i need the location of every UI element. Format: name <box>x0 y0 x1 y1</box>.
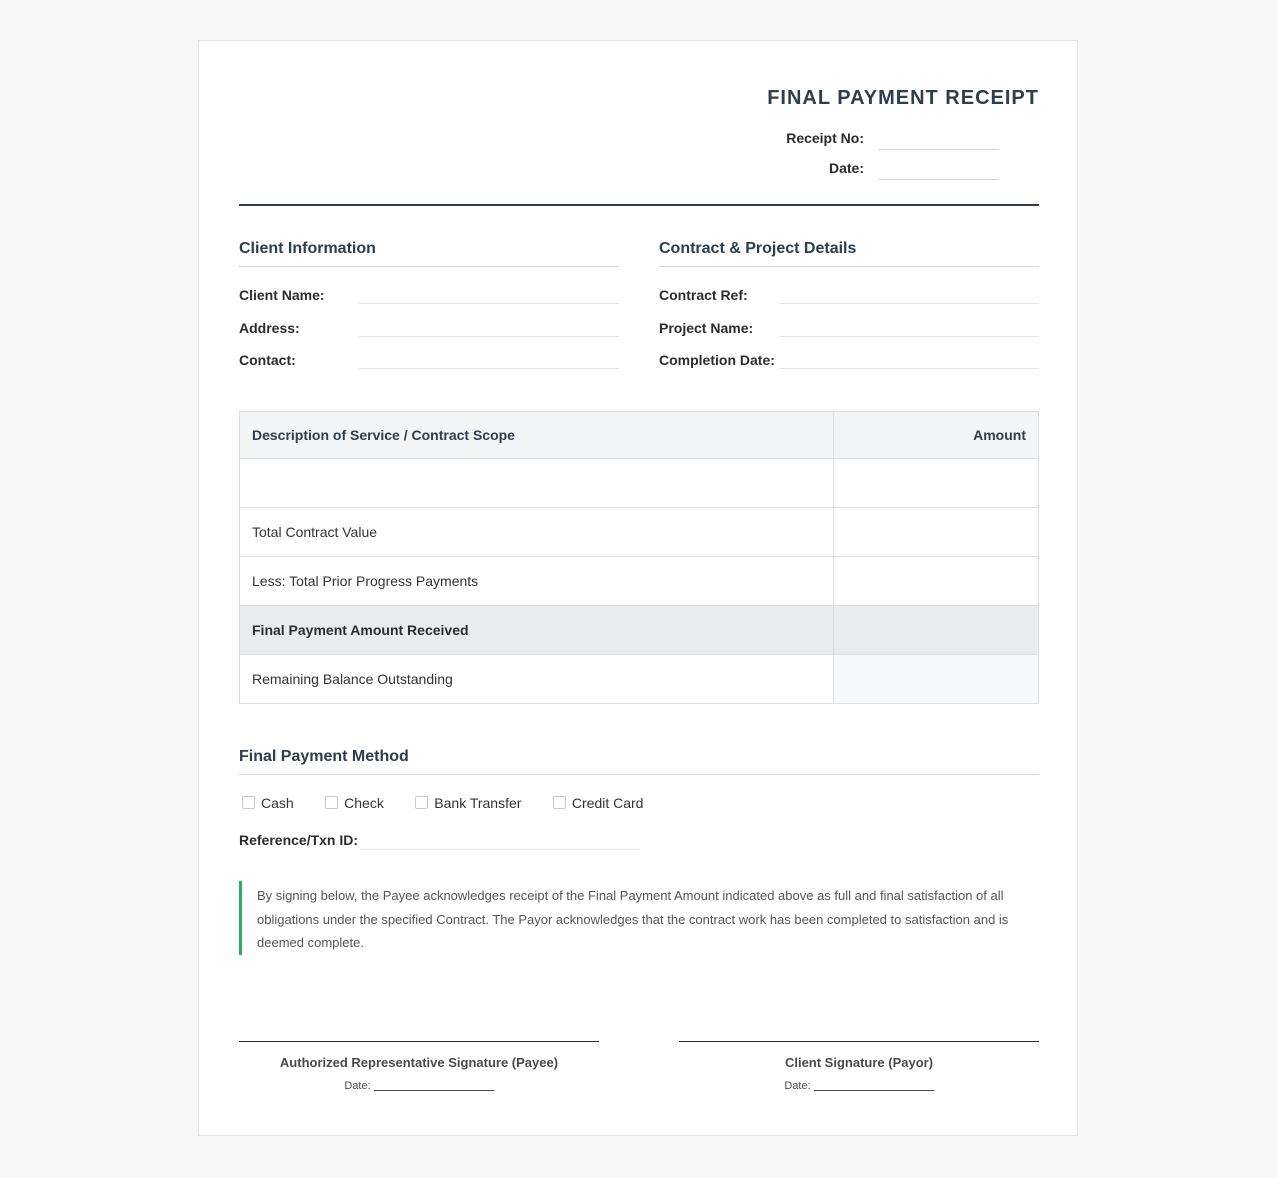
completion-date-field[interactable] <box>779 368 1039 369</box>
amount-cell[interactable] <box>834 508 1039 557</box>
description-cell: Less: Total Prior Progress Payments <box>240 557 834 606</box>
contact-field[interactable] <box>359 368 619 369</box>
payment-option-label: Check <box>344 795 384 811</box>
description-column-header: Description of Service / Contract Scope <box>240 412 834 459</box>
payee-signature-block <box>239 1041 599 1092</box>
description-cell: Final Payment Amount Received <box>240 606 834 655</box>
table-row-final-payment <box>240 606 1039 655</box>
contract-details-section <box>659 240 1039 368</box>
payee-date-field[interactable] <box>374 1090 494 1091</box>
address-row <box>239 300 619 336</box>
checkbox[interactable] <box>325 796 338 809</box>
address-label: Address: <box>239 319 300 336</box>
client-name-label: Client Name: <box>239 287 325 303</box>
receipt-no-field[interactable] <box>879 149 999 150</box>
description-cell: Total Contract Value <box>240 508 834 557</box>
payee-signature-line[interactable] <box>239 1041 599 1042</box>
payment-option-bank-transfer[interactable] <box>412 795 521 811</box>
payment-option-cash[interactable] <box>239 795 294 811</box>
payment-option-label: Bank Transfer <box>434 795 522 811</box>
contract-ref-row <box>659 267 1039 303</box>
payment-method-options <box>239 795 667 815</box>
payment-method-title: Final Payment Method <box>239 748 1039 775</box>
completion-date-label: Completion Date: <box>659 352 775 368</box>
project-name-label: Project Name: <box>659 319 754 336</box>
payment-option-label: Cash <box>261 795 294 811</box>
completion-date-row <box>659 332 1039 368</box>
reference-txn-label: Reference/Txn ID: <box>239 832 359 848</box>
acknowledgement-note: By signing below, the Payee acknowledges receipt of the Final Payment Amount indicated above as full and final satisfaction of all obligations under the specified Contract. The Payor acknowledges that the contract work has been completed to satisfaction and is deemed complete. <box>239 881 1039 955</box>
payment-option-credit-card[interactable] <box>550 795 644 811</box>
receipt-no-label: Receipt No: <box>786 130 864 146</box>
payment-option-check[interactable] <box>322 795 384 811</box>
payment-method-section <box>239 748 1039 775</box>
payee-date-label: Date: <box>344 1080 371 1092</box>
client-name-row <box>239 267 619 303</box>
receipt-no-row <box>699 128 999 150</box>
payee-signature-label: Authorized Representative Signature (Payee) <box>279 1055 559 1070</box>
checkbox[interactable] <box>553 796 566 809</box>
payor-date-row <box>679 1080 1039 1092</box>
table-row-remaining-balance <box>240 655 1039 704</box>
payor-signature-line[interactable] <box>679 1041 1039 1042</box>
client-information-section <box>239 240 619 368</box>
payment-table <box>239 411 1039 704</box>
payor-date-label: Date: <box>784 1080 811 1092</box>
client-information-title: Client Information <box>239 240 619 267</box>
table-row <box>240 459 1039 508</box>
checkbox[interactable] <box>415 796 428 809</box>
table-row <box>240 508 1039 557</box>
payor-signature-label: Client Signature (Payor) <box>784 1055 934 1070</box>
page-title: FINAL PAYMENT RECEIPT <box>767 87 1039 109</box>
amount-cell[interactable] <box>834 655 1039 704</box>
description-cell[interactable] <box>240 459 834 508</box>
contact-label: Contact: <box>239 352 296 368</box>
reference-txn-field[interactable] <box>361 849 639 850</box>
amount-cell[interactable] <box>834 606 1039 655</box>
amount-column-header: Amount <box>834 412 1039 459</box>
receipt-page <box>198 40 1078 1136</box>
payment-option-label: Credit Card <box>571 795 644 811</box>
payor-date-field[interactable] <box>814 1090 934 1091</box>
contract-ref-label: Contract Ref: <box>659 287 748 303</box>
date-row <box>699 158 999 180</box>
description-cell: Remaining Balance Outstanding <box>240 655 834 704</box>
contact-row <box>239 332 619 368</box>
project-name-row <box>659 300 1039 336</box>
date-label: Date: <box>828 160 864 176</box>
amount-cell[interactable] <box>834 459 1039 508</box>
payee-date-row <box>239 1080 599 1092</box>
table-header-row <box>240 412 1039 459</box>
date-field[interactable] <box>879 179 999 180</box>
checkbox[interactable] <box>242 796 255 809</box>
amount-cell[interactable] <box>834 557 1039 606</box>
header-divider <box>239 204 1039 206</box>
contract-details-title: Contract & Project Details <box>659 240 1039 267</box>
payor-signature-block <box>679 1041 1039 1092</box>
table-row <box>240 557 1039 606</box>
